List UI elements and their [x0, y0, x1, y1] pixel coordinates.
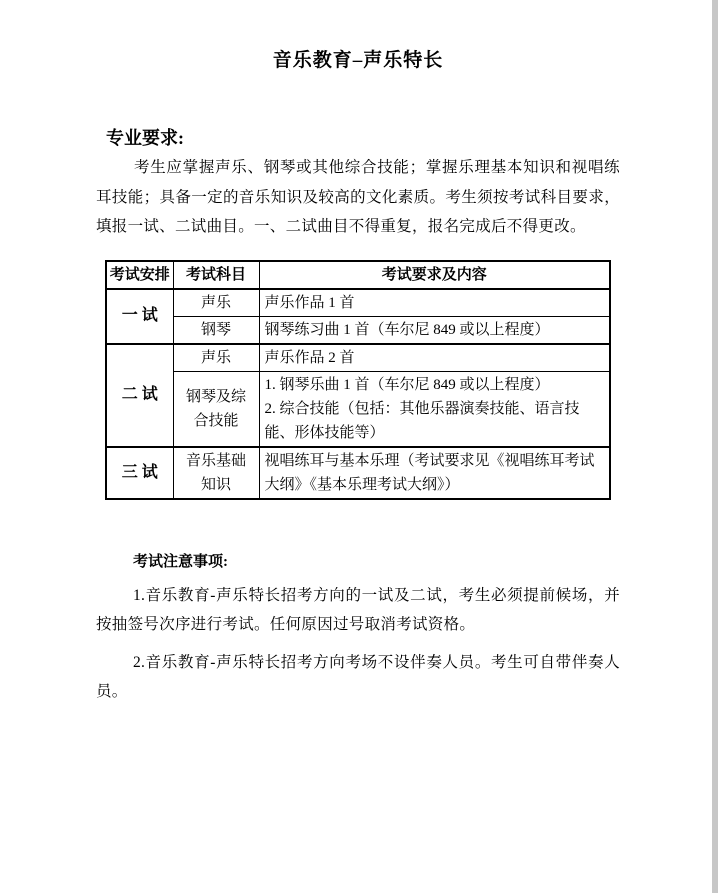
table-row-second-round-vocal — [106, 344, 610, 372]
content-cell — [259, 371, 610, 447]
note-item-2: 2.音乐教育-声乐特长招考方向考场不设伴奏人员。考生可自带伴奏人员。 — [96, 653, 620, 700]
table-row-first-round-piano — [106, 316, 610, 344]
subject-cell: 声乐 — [173, 289, 259, 317]
table-header-row — [106, 261, 610, 289]
subject-cell: 钢琴 — [173, 316, 259, 344]
exam-schedule-table — [105, 260, 611, 500]
table-row-third-round-music-theory — [106, 447, 610, 499]
subject-cell: 声乐 — [173, 344, 259, 372]
exam-notes-section — [96, 552, 620, 706]
content-line: 2. 综合技能（包括：其他乐器演奏技能、语言技能、形体技能等） — [264, 400, 580, 441]
stage-cell-second-round: 二 试 — [106, 344, 173, 447]
scrollbar-track[interactable] — [712, 0, 718, 893]
col-header-exam-arrangement: 考试安排 — [106, 261, 173, 289]
requirements-paragraph: 考生应掌握声乐、钢琴或其他综合技能；掌握乐理基本知识和视唱练耳技能；具备一定的音乐知识及较高的文化素质。考生须按考试科目要求，填报一试、二试曲目。一、二试曲目不得重复，报名完成后不得更改。 — [96, 159, 620, 235]
subject-cell: 音乐基础知识 — [173, 447, 259, 499]
page-content — [96, 0, 620, 706]
content-line: 1. 钢琴乐曲 1 首（车尔尼 849 或以上程度） — [264, 376, 550, 393]
note-item-1: 1.音乐教育-声乐特长招考方向的一试及二试，考生必须提前候场，并按抽签号次序进行考试。任何原因过号取消考试资格。 — [96, 586, 620, 633]
notes-heading: 考试注意事项: — [133, 553, 228, 570]
stage-cell-third-round: 三 试 — [106, 447, 173, 499]
col-header-exam-subject: 考试科目 — [173, 261, 259, 289]
table-row-second-round-piano-comprehensive — [106, 371, 610, 447]
content-cell: 钢琴练习曲 1 首（车尔尼 849 或以上程度） — [259, 316, 610, 344]
stage-cell-first-round: 一 试 — [106, 289, 173, 344]
col-header-exam-requirements: 考试要求及内容 — [259, 261, 610, 289]
content-cell: 视唱练耳与基本乐理（考试要求见《视唱练耳考试大纲》《基本乐理考试大纲》） — [259, 447, 610, 499]
subject-cell: 钢琴及综合技能 — [173, 371, 259, 447]
requirements-heading: 专业要求: — [106, 128, 184, 148]
content-cell: 声乐作品 2 首 — [259, 344, 610, 372]
page-title: 音乐教育–声乐特长 — [272, 50, 444, 71]
content-cell: 声乐作品 1 首 — [259, 289, 610, 317]
table-row-first-round-vocal — [106, 289, 610, 317]
